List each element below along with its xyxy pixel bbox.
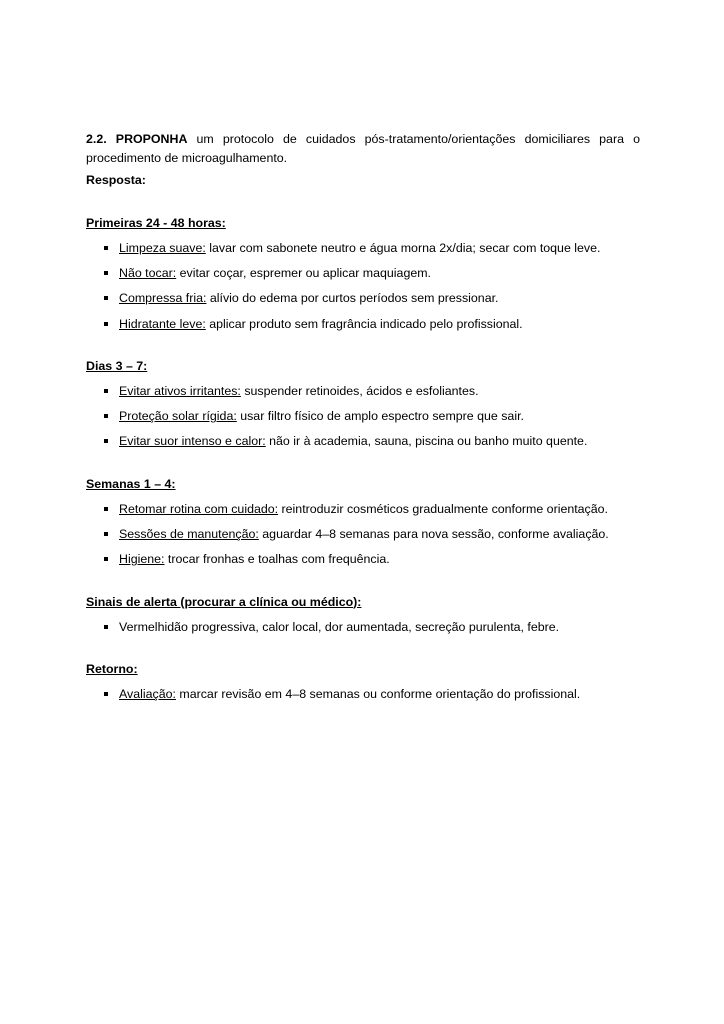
question-text: um protocolo de cuidados pós-tratamento/orientações domiciliares para o procedimento de microagulhamento. (86, 132, 640, 166)
section-heading: Retorno: (86, 661, 138, 676)
list-item-text: lavar com sabonete neutro e água morna 2x/dia; secar com toque leve. (205, 240, 601, 255)
bullet-list (86, 382, 640, 452)
sections-container (86, 214, 640, 705)
list-item (86, 618, 640, 637)
list-item (86, 239, 640, 258)
bullet-list (86, 500, 640, 570)
list-item-text: usar filtro físico de amplo espectro sempre que sair. (236, 409, 524, 424)
list-item-text: reintroduzir cosméticos gradualmente conforme orientação. (278, 501, 608, 516)
list-item (86, 432, 640, 451)
list-item (86, 264, 640, 283)
section-retorno (86, 660, 640, 704)
answer-label: Resposta: (86, 173, 146, 188)
list-item-text: aplicar produto sem fragrância indicado pelo profissional. (205, 316, 523, 331)
list-item (86, 289, 640, 308)
list-item-text: marcar revisão em 4–8 semanas ou conforme orientação do profissional. (175, 687, 581, 702)
list-item-term: Avaliação: (119, 687, 176, 702)
bullet-list (86, 685, 640, 704)
list-item (86, 315, 640, 334)
section-dias-3-7 (86, 357, 640, 452)
list-item-term: Hidratante leve: (119, 316, 206, 331)
list-item-text: suspender retinoides, ácidos e esfoliantes. (240, 383, 479, 398)
document-body (86, 130, 640, 704)
list-item-term: Evitar ativos irritantes: (119, 383, 241, 398)
list-item-term: Limpeza suave: (119, 240, 206, 255)
section-heading: Sinais de alerta (procurar a clínica ou médico): (86, 594, 362, 609)
list-item (86, 500, 640, 519)
list-item (86, 685, 640, 704)
list-item-term: Sessões de manutenção: (119, 527, 259, 542)
section-heading: Primeiras 24 - 48 horas: (86, 215, 226, 230)
section-primeiras-24-48-horas (86, 214, 640, 334)
list-item-text: não ir à academia, sauna, piscina ou banho muito quente. (265, 434, 588, 449)
question-paragraph (86, 130, 640, 168)
list-item-term: Não tocar: (119, 266, 177, 281)
list-item (86, 525, 640, 544)
list-item-text: Vermelhidão progressiva, calor local, dor aumentada, secreção purulenta, febre. (119, 619, 560, 634)
list-item-term: Retomar rotina com cuidado: (119, 501, 279, 516)
list-item-term: Higiene: (119, 552, 165, 567)
list-item (86, 407, 640, 426)
list-item-term: Proteção solar rígida: (119, 409, 237, 424)
section-semanas-1-4 (86, 475, 640, 570)
bullet-list (86, 239, 640, 334)
list-item-term: Evitar suor intenso e calor: (119, 434, 266, 449)
list-item-text: trocar fronhas e toalhas com frequência. (164, 552, 390, 567)
list-item-text: evitar coçar, espremer ou aplicar maquiagem. (176, 266, 431, 281)
list-item-term: Compressa fria: (119, 291, 207, 306)
list-item (86, 550, 640, 569)
list-item-text: alívio do edema por curtos períodos sem pressionar. (206, 291, 499, 306)
section-heading: Semanas 1 – 4: (86, 476, 176, 491)
question-number: 2.2. PROPONHA (86, 132, 188, 146)
list-item (86, 382, 640, 401)
bullet-list (86, 618, 640, 637)
section-heading: Dias 3 – 7: (86, 358, 148, 373)
section-sinais-de-alerta (86, 593, 640, 637)
list-item-text: aguardar 4–8 semanas para nova sessão, conforme avaliação. (258, 527, 609, 542)
